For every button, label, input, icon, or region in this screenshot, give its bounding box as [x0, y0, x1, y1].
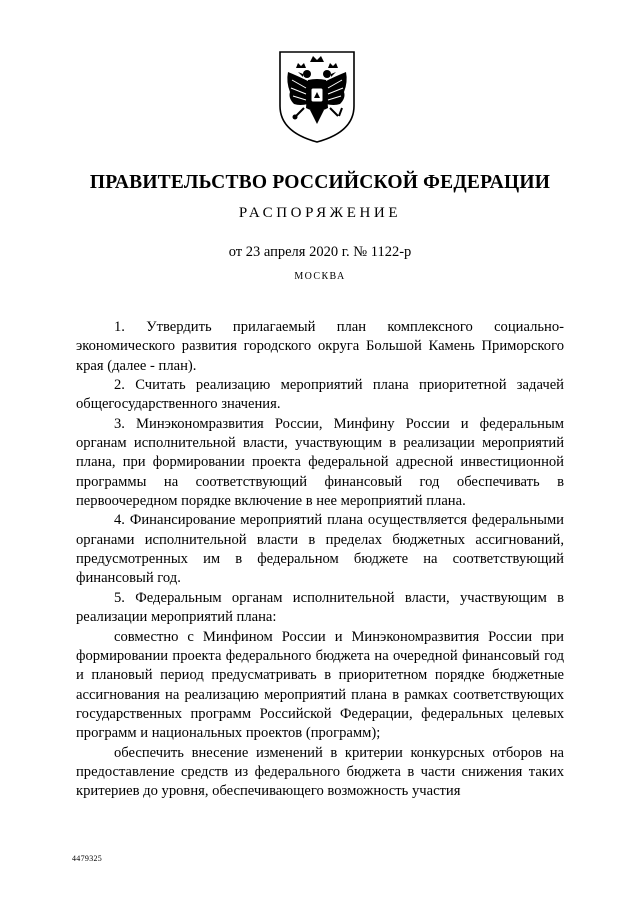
paragraph: совместно с Минфином России и Минэкономразвития России при формировании проекта федерального бюджета на очередной финансовый год и плановый период предусматривать в приоритетном порядке бюджетные ассигнования на реализацию мероприятий плана в рамках соответствующих государственных программ Российской Федерации, федеральных целевых программ и национальных проектов (программ);	[76, 628, 564, 742]
paragraph: 2. Считать реализацию мероприятий плана приоритетной задачей общегосударственного значения.	[76, 377, 564, 413]
document-body	[76, 318, 564, 802]
paragraph: 1. Утвердить прилагаемый план комплексного социально-экономического развития городского округа Большой Камень Приморского края (далее - план).	[76, 319, 564, 374]
paragraph: 4. Финансирование мероприятий плана осуществляется федеральными органами исполнительной власти в пределах бюджетных ассигнований, предусмотренных им в федеральном бюджете на соответствующий финансовый год.	[76, 512, 564, 587]
government-title: ПРАВИТЕЛЬСТВО РОССИЙСКОЙ ФЕДЕРАЦИИ	[89, 172, 551, 193]
paragraph: обеспечить внесение изменений в критерии конкурсных отборов на предоставление средств из федерального бюджета в части снижения таких критериев до уровня, обеспечивающего возможность участия	[76, 744, 564, 800]
document-date-number: от 23 апреля 2020 г. № 1122-р	[228, 244, 412, 260]
russian-coat-of-arms-icon	[274, 48, 360, 144]
document-code: 4479325	[72, 854, 103, 863]
paragraph: 5. Федеральным органам исполнительной власти, участвующим в реализации мероприятий плана:	[76, 589, 564, 626]
paragraph: 3. Минэкономразвития России, Минфину России и федеральным органам исполнительной власти, участвующим в реализации мероприятий плана, при формировании проекта федеральной адресной инвестиционной программы на соответствующий финансовый год обеспечивать в первоочередном порядке включение в нее мероприятий плана.	[76, 415, 564, 510]
document-city: МОСКВА	[294, 271, 346, 282]
document-type: РАСПОРЯЖЕНИЕ	[238, 205, 402, 221]
